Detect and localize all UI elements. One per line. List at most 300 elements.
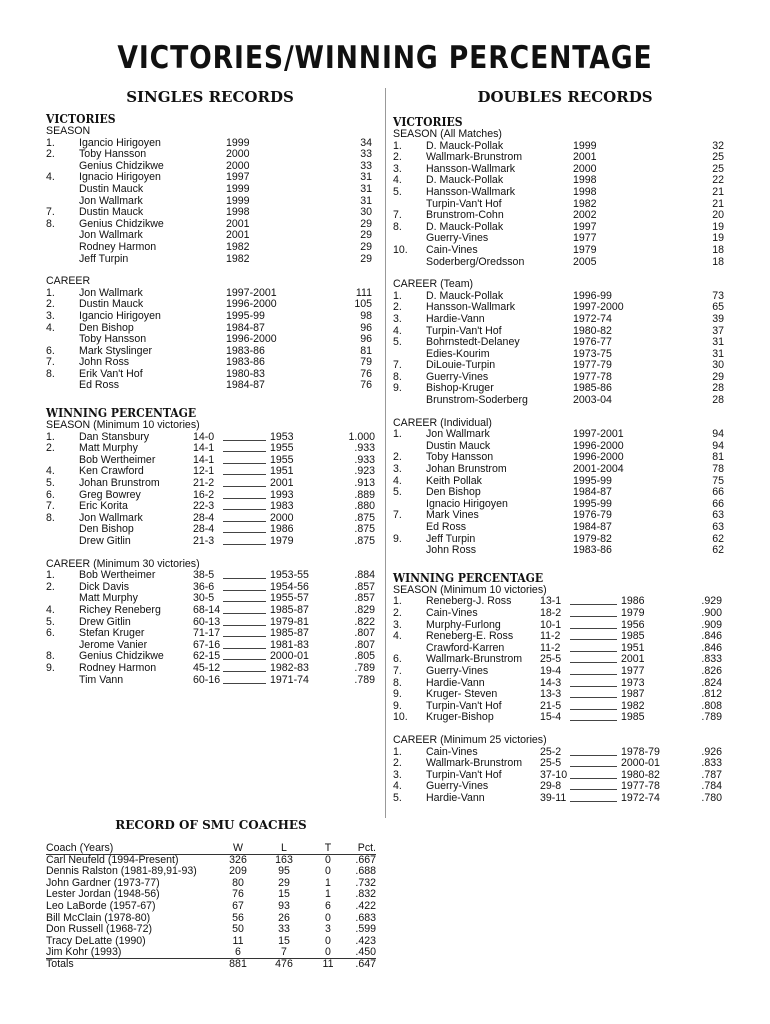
record-year: 1987 bbox=[621, 688, 645, 701]
record-year: 1996-2000 bbox=[573, 451, 624, 464]
record-year: 2001 bbox=[270, 477, 294, 490]
doubles-career-individual-label: CAREER (Individual) bbox=[393, 416, 492, 429]
coach-ties: 1 bbox=[325, 876, 331, 889]
singles-season-label: SEASON bbox=[46, 125, 91, 137]
record-name: Ed Ross bbox=[79, 379, 120, 392]
spacer bbox=[393, 557, 726, 571]
record-row bbox=[46, 207, 376, 219]
record-name: D. Mauck-Pollak bbox=[426, 289, 504, 302]
record-name: Jon Wallmark bbox=[79, 194, 143, 207]
record-value: 75 bbox=[712, 474, 724, 487]
leader-line bbox=[223, 524, 266, 533]
record-rank: 1. bbox=[393, 428, 402, 441]
record-rank: 2. bbox=[46, 442, 55, 455]
record-value: 31 bbox=[360, 194, 372, 207]
record-name: Wallmark-Brunstrom bbox=[426, 653, 523, 666]
record-mark: 21-5 bbox=[540, 699, 562, 712]
record-mark: 14-0 bbox=[193, 430, 215, 443]
record-rank: 2. bbox=[393, 301, 402, 314]
record-rank: 6. bbox=[46, 488, 55, 501]
record-name: D. Mauck-Pollak bbox=[426, 174, 504, 187]
leader-line bbox=[570, 701, 617, 710]
record-value: 96 bbox=[360, 321, 372, 334]
record-year: 1984-87 bbox=[226, 321, 265, 334]
record-name: Wallmark-Brunstrom bbox=[426, 151, 523, 164]
record-year: 1953 bbox=[270, 430, 294, 443]
record-name: Rodney Harmon bbox=[79, 661, 157, 674]
record-year: 1985-86 bbox=[573, 382, 612, 395]
record-year: 1997-2001 bbox=[573, 428, 624, 441]
record-value: 29 bbox=[360, 240, 372, 253]
record-year: 1997 bbox=[226, 171, 250, 184]
record-rank: 9. bbox=[46, 661, 55, 674]
record-rank: 8. bbox=[393, 220, 402, 233]
record-rank: 3. bbox=[393, 463, 402, 476]
record-year: 1982 bbox=[621, 699, 645, 712]
record-rank: 7. bbox=[46, 356, 55, 369]
record-mark: 15-4 bbox=[540, 711, 562, 724]
coach-name: Leo LaBorde (1957-67) bbox=[46, 899, 156, 912]
record-rank: 7. bbox=[393, 664, 402, 677]
record-value: 18 bbox=[712, 243, 724, 256]
record-year: 1979-82 bbox=[573, 532, 612, 545]
spacer bbox=[46, 548, 376, 559]
record-year: 1980-82 bbox=[621, 768, 660, 781]
coach-losses: 33 bbox=[278, 923, 290, 936]
doubles-victories-title: VICTORIES bbox=[393, 115, 463, 129]
record-value: 30 bbox=[712, 359, 724, 372]
record-year: 1971-74 bbox=[270, 673, 309, 686]
leader-line bbox=[223, 455, 266, 464]
record-value: 76 bbox=[360, 379, 372, 392]
coach-ties: T bbox=[324, 842, 332, 854]
record-rank: 6. bbox=[393, 653, 402, 666]
record-row bbox=[393, 245, 726, 257]
record-name: Ignacio Hirigoyen bbox=[426, 497, 508, 510]
record-pct: .833 bbox=[690, 758, 722, 770]
leader-line bbox=[570, 712, 617, 721]
coach-pct: .450 bbox=[355, 946, 376, 959]
leader-line bbox=[570, 666, 617, 675]
record-year: 1996-2000 bbox=[226, 298, 277, 311]
record-rank: 5. bbox=[393, 336, 402, 349]
record-pct: .926 bbox=[690, 747, 722, 759]
coach-pct: .688 bbox=[355, 865, 376, 878]
record-name: Dustin Mauck bbox=[79, 182, 144, 195]
record-year: 2001-2004 bbox=[573, 463, 624, 476]
leader-line bbox=[223, 432, 266, 441]
record-year: 1985-87 bbox=[270, 603, 309, 616]
record-pct: .884 bbox=[343, 570, 375, 582]
record-row bbox=[46, 675, 376, 687]
record-year: 1995-99 bbox=[573, 497, 612, 510]
record-mark: 62-15 bbox=[193, 650, 221, 663]
coach-name: Jim Kohr (1993) bbox=[46, 946, 122, 959]
record-rank: 4. bbox=[393, 474, 402, 487]
record-row bbox=[393, 210, 726, 222]
leader-line bbox=[223, 675, 266, 684]
record-mark: 21-2 bbox=[193, 477, 215, 490]
record-name: Genius Chidzikwe bbox=[79, 159, 164, 172]
record-name: Johan Brunstrom bbox=[79, 477, 160, 490]
record-rank: 7. bbox=[393, 509, 402, 522]
record-mark: 38-5 bbox=[193, 569, 215, 582]
singles-wp-season-label: SEASON (Minimum 10 victories) bbox=[46, 419, 200, 432]
record-name: Den Bishop bbox=[426, 486, 481, 499]
record-year: 1999 bbox=[573, 139, 597, 152]
record-row bbox=[46, 605, 376, 617]
coach-wins: 209 bbox=[229, 865, 247, 878]
coach-name: Carl Neufeld (1994-Present) bbox=[46, 853, 179, 866]
record-year: 1985-87 bbox=[270, 627, 309, 640]
record-year: 1978-79 bbox=[621, 745, 660, 758]
record-name: Guerry-Vines bbox=[426, 664, 489, 677]
coach-losses: 29 bbox=[278, 876, 290, 889]
record-name: Mark Styslinger bbox=[79, 344, 152, 357]
record-rank: 10. bbox=[393, 711, 408, 724]
record-rank: 10. bbox=[393, 243, 408, 256]
record-name: Toby Hansson bbox=[79, 333, 147, 346]
record-row bbox=[393, 545, 726, 557]
record-pct: .889 bbox=[343, 490, 375, 502]
record-name: D. Mauck-Pollak bbox=[426, 220, 504, 233]
record-value: 19 bbox=[712, 232, 724, 245]
record-pct: .822 bbox=[343, 617, 375, 629]
record-rank: 5. bbox=[393, 486, 402, 499]
coach-wins: 881 bbox=[229, 957, 247, 970]
doubles-column bbox=[393, 115, 726, 804]
record-row bbox=[393, 395, 726, 407]
record-year: 1980-82 bbox=[573, 324, 612, 337]
record-mark: 68-14 bbox=[193, 603, 221, 616]
record-pct: .846 bbox=[690, 643, 722, 655]
record-mark: 11-2 bbox=[540, 630, 561, 643]
record-mark: 12-1 bbox=[193, 465, 215, 478]
leader-line bbox=[223, 570, 266, 579]
record-rank: 9. bbox=[393, 699, 402, 712]
record-name: Toby Hansson bbox=[426, 451, 494, 464]
record-name: Greg Bowrey bbox=[79, 488, 141, 501]
record-name: Dan Stansbury bbox=[79, 430, 150, 443]
record-rank: 8. bbox=[46, 217, 55, 230]
record-value: 19 bbox=[712, 220, 724, 233]
record-value: 94 bbox=[712, 428, 724, 441]
record-rank: 9. bbox=[393, 688, 402, 701]
record-row bbox=[393, 522, 726, 534]
coach-pct: .732 bbox=[355, 876, 376, 889]
coach-pct: .647 bbox=[355, 957, 376, 970]
record-value: 18 bbox=[712, 255, 724, 268]
record-year: 1976-79 bbox=[573, 509, 612, 522]
coaches-totals-row bbox=[46, 959, 376, 971]
record-year: 1997-2000 bbox=[573, 301, 624, 314]
singles-wp-career-label: CAREER (Minimum 30 victories) bbox=[46, 557, 200, 570]
record-row bbox=[46, 663, 376, 675]
record-year: 1999 bbox=[226, 136, 250, 149]
coach-ties: 6 bbox=[325, 899, 331, 912]
record-rank: 1. bbox=[46, 430, 55, 443]
record-mark: 14-1 bbox=[193, 442, 215, 455]
record-name: Erik Van't Hof bbox=[79, 367, 143, 380]
coach-pct: .832 bbox=[355, 888, 376, 901]
record-name: Ken Crawford bbox=[79, 465, 144, 478]
coach-wins: 67 bbox=[232, 899, 244, 912]
record-name: Reneberg-E. Ross bbox=[426, 630, 514, 643]
record-row bbox=[46, 184, 376, 196]
leader-line bbox=[223, 513, 266, 522]
record-name: Drew Gitlin bbox=[79, 615, 131, 628]
record-year: 1973 bbox=[621, 676, 645, 689]
record-year: 1983 bbox=[270, 500, 294, 513]
record-rank: 4. bbox=[46, 171, 55, 184]
coach-wins: W bbox=[233, 842, 243, 854]
record-value: 63 bbox=[712, 509, 724, 522]
record-year: 1997 bbox=[573, 220, 597, 233]
record-rank: 4. bbox=[393, 174, 402, 187]
record-name: Brunstrom-Cohn bbox=[426, 209, 504, 222]
record-row bbox=[393, 187, 726, 199]
coach-name: Tracy DeLatte (1990) bbox=[46, 934, 146, 947]
record-name: Hardie-Vann bbox=[426, 676, 485, 689]
record-year: 1956 bbox=[621, 618, 645, 631]
record-mark: 19-4 bbox=[540, 664, 562, 677]
leader-line bbox=[223, 663, 266, 672]
record-value: 66 bbox=[712, 497, 724, 510]
leader-line bbox=[223, 617, 266, 626]
record-rank: 1. bbox=[393, 745, 402, 758]
record-name: Murphy-Furlong bbox=[426, 618, 501, 631]
record-value: 66 bbox=[712, 486, 724, 499]
leader-line bbox=[223, 536, 266, 545]
coach-wins: 11 bbox=[232, 934, 244, 947]
record-pct: .923 bbox=[343, 466, 375, 478]
record-pct: .875 bbox=[343, 536, 375, 548]
record-year: 1977 bbox=[573, 232, 597, 245]
coach-losses: 476 bbox=[275, 957, 293, 970]
singles-column bbox=[46, 112, 376, 686]
coach-ties: 1 bbox=[325, 888, 331, 901]
record-pct: .833 bbox=[690, 654, 722, 666]
leader-line bbox=[223, 651, 266, 660]
record-name: Ignacio Hirigoyen bbox=[79, 171, 161, 184]
record-name: Bob Wertheimer bbox=[79, 453, 156, 466]
doubles-season-label: SEASON (All Matches) bbox=[393, 128, 502, 140]
record-year: 2002 bbox=[573, 209, 597, 222]
record-name: John Ross bbox=[79, 356, 130, 369]
record-rank: 1. bbox=[393, 139, 402, 152]
coach-ties: 0 bbox=[325, 934, 331, 947]
leader-line bbox=[570, 643, 617, 652]
coach-wins: 80 bbox=[232, 876, 244, 889]
record-value: 33 bbox=[360, 159, 372, 172]
record-pct: .826 bbox=[690, 666, 722, 678]
record-mark: 25-5 bbox=[540, 757, 562, 770]
record-value: 20 bbox=[712, 209, 724, 222]
record-row bbox=[393, 257, 726, 269]
record-year: 1982-83 bbox=[270, 661, 309, 674]
record-year: 1955 bbox=[270, 442, 294, 455]
coach-wins: 76 bbox=[232, 888, 244, 901]
record-rank: 3. bbox=[393, 768, 402, 781]
leader-line bbox=[570, 608, 617, 617]
record-name: Tim Vann bbox=[79, 673, 124, 686]
record-year: 2001 bbox=[226, 229, 250, 242]
leader-line bbox=[223, 582, 266, 591]
record-rank: 1. bbox=[393, 289, 402, 302]
leader-line bbox=[570, 620, 617, 629]
record-year: 1980-83 bbox=[226, 367, 265, 380]
record-value: 31 bbox=[712, 347, 724, 360]
doubles-records-heading: DOUBLES RECORDS bbox=[477, 88, 653, 106]
record-year: 1983-86 bbox=[226, 356, 265, 369]
leader-line bbox=[570, 758, 617, 767]
record-rank: 2. bbox=[46, 298, 55, 311]
record-year: 1977-78 bbox=[573, 370, 612, 383]
record-value: 96 bbox=[360, 333, 372, 346]
leader-line bbox=[570, 747, 617, 756]
record-year: 1986 bbox=[621, 595, 645, 608]
record-year: 1982 bbox=[226, 240, 250, 253]
record-year: 1972-74 bbox=[621, 791, 660, 804]
coach-name: Totals bbox=[46, 957, 74, 970]
record-rank: 6. bbox=[46, 627, 55, 640]
record-pct: .875 bbox=[343, 524, 375, 536]
record-year: 1998 bbox=[573, 185, 597, 198]
record-value: 30 bbox=[360, 206, 372, 219]
record-pct: .933 bbox=[343, 443, 375, 455]
record-year: 1995-99 bbox=[573, 474, 612, 487]
record-pct: .829 bbox=[343, 605, 375, 617]
record-year: 2000 bbox=[573, 162, 597, 175]
record-row bbox=[393, 337, 726, 349]
coach-pct: .422 bbox=[355, 899, 376, 912]
record-year: 1998 bbox=[226, 206, 250, 219]
record-value: 32 bbox=[712, 139, 724, 152]
record-value: 21 bbox=[712, 197, 724, 210]
record-name: Cain-Vines bbox=[426, 243, 478, 256]
coach-name: Coach (Years) bbox=[46, 842, 114, 854]
record-name: Bohrnstedt-Delaney bbox=[426, 336, 520, 349]
record-rank: 8. bbox=[46, 650, 55, 663]
record-rank: 4. bbox=[46, 321, 55, 334]
record-value: 29 bbox=[360, 252, 372, 265]
record-name: Cain-Vines bbox=[426, 745, 478, 758]
record-year: 1972-74 bbox=[573, 312, 612, 325]
doubles-career-team-label: CAREER (Team) bbox=[393, 278, 474, 291]
spacer bbox=[393, 407, 726, 418]
record-name: Guerry-Vines bbox=[426, 370, 489, 383]
record-rank: 6. bbox=[46, 344, 55, 357]
coach-ties: 11 bbox=[322, 957, 334, 970]
record-row bbox=[46, 254, 376, 266]
record-year: 2000-01 bbox=[621, 757, 660, 770]
record-value: 81 bbox=[360, 344, 372, 357]
record-year: 1998 bbox=[573, 174, 597, 187]
record-value: 29 bbox=[712, 370, 724, 383]
record-value: 31 bbox=[712, 336, 724, 349]
coach-pct: .667 bbox=[355, 853, 376, 866]
record-rank: 7. bbox=[393, 359, 402, 372]
record-value: 37 bbox=[712, 324, 724, 337]
record-name: Edies-Kourim bbox=[426, 347, 490, 360]
record-row bbox=[393, 689, 726, 701]
record-pct: .812 bbox=[690, 689, 722, 701]
record-value: 39 bbox=[712, 312, 724, 325]
record-mark: 45-12 bbox=[193, 661, 221, 674]
record-year: 1953-55 bbox=[270, 569, 309, 582]
record-mark: 37-10 bbox=[540, 768, 568, 781]
record-rank: 1. bbox=[393, 595, 402, 608]
leader-line bbox=[223, 490, 266, 499]
leader-line bbox=[223, 628, 266, 637]
record-year: 1981-83 bbox=[270, 638, 309, 651]
coach-name: Don Russell (1968-72) bbox=[46, 923, 152, 936]
leader-line bbox=[570, 596, 617, 605]
record-year: 2001 bbox=[573, 151, 597, 164]
record-value: 25 bbox=[712, 151, 724, 164]
singles-victories-title: VICTORIES bbox=[46, 112, 116, 126]
coach-ties: 0 bbox=[325, 865, 331, 878]
record-year: 2005 bbox=[573, 255, 597, 268]
record-year: 2003-04 bbox=[573, 394, 612, 407]
record-rank: 4. bbox=[393, 630, 402, 643]
record-row bbox=[46, 536, 376, 548]
record-year: 1979 bbox=[573, 243, 597, 256]
record-rank: 2. bbox=[46, 148, 55, 161]
record-name: Jeff Turpin bbox=[79, 252, 129, 265]
record-pct: .880 bbox=[343, 501, 375, 513]
singles-records-heading: SINGLES RECORDS bbox=[126, 88, 294, 106]
record-name: Dustin Mauck bbox=[79, 206, 144, 219]
coach-ties: 0 bbox=[325, 911, 331, 924]
coach-losses: 15 bbox=[278, 934, 290, 947]
record-name: Turpin-Van't Hof bbox=[426, 699, 502, 712]
record-year: 2000 bbox=[226, 159, 250, 172]
record-year: 1951 bbox=[621, 641, 645, 654]
record-pct: .789 bbox=[343, 675, 375, 687]
record-mark: 10-1 bbox=[540, 618, 562, 631]
record-year: 1973-75 bbox=[573, 347, 612, 360]
record-mark: 30-5 bbox=[193, 592, 215, 605]
singles-winning-pct-title: WINNING PERCENTAGE bbox=[46, 406, 197, 421]
coach-row bbox=[46, 901, 376, 913]
record-rank: 5. bbox=[46, 615, 55, 628]
record-mark: 28-4 bbox=[193, 523, 215, 536]
record-name: Igancio Hirigoyen bbox=[79, 309, 161, 322]
record-pct: .900 bbox=[690, 608, 722, 620]
record-mark: 22-3 bbox=[193, 500, 215, 513]
record-year: 1982 bbox=[226, 252, 250, 265]
record-pct: .846 bbox=[690, 631, 722, 643]
record-name: Toby Hansson bbox=[79, 148, 147, 161]
record-name: Hansson-Wallmark bbox=[426, 162, 516, 175]
record-year: 1982 bbox=[573, 197, 597, 210]
record-rank: 8. bbox=[46, 367, 55, 380]
record-value: 62 bbox=[712, 544, 724, 557]
record-name: Richey Reneberg bbox=[79, 603, 161, 616]
record-year: 2000-01 bbox=[270, 650, 309, 663]
record-name: Matt Murphy bbox=[79, 592, 138, 605]
record-mark: 36-6 bbox=[193, 580, 215, 593]
record-year: 1954-56 bbox=[270, 580, 309, 593]
record-value: 76 bbox=[360, 367, 372, 380]
record-rank: 4. bbox=[46, 603, 55, 616]
record-value: 62 bbox=[712, 532, 724, 545]
record-value: 105 bbox=[354, 298, 372, 311]
record-rank: 1. bbox=[46, 136, 55, 149]
record-year: 1979 bbox=[621, 606, 645, 619]
coach-row bbox=[46, 924, 376, 936]
